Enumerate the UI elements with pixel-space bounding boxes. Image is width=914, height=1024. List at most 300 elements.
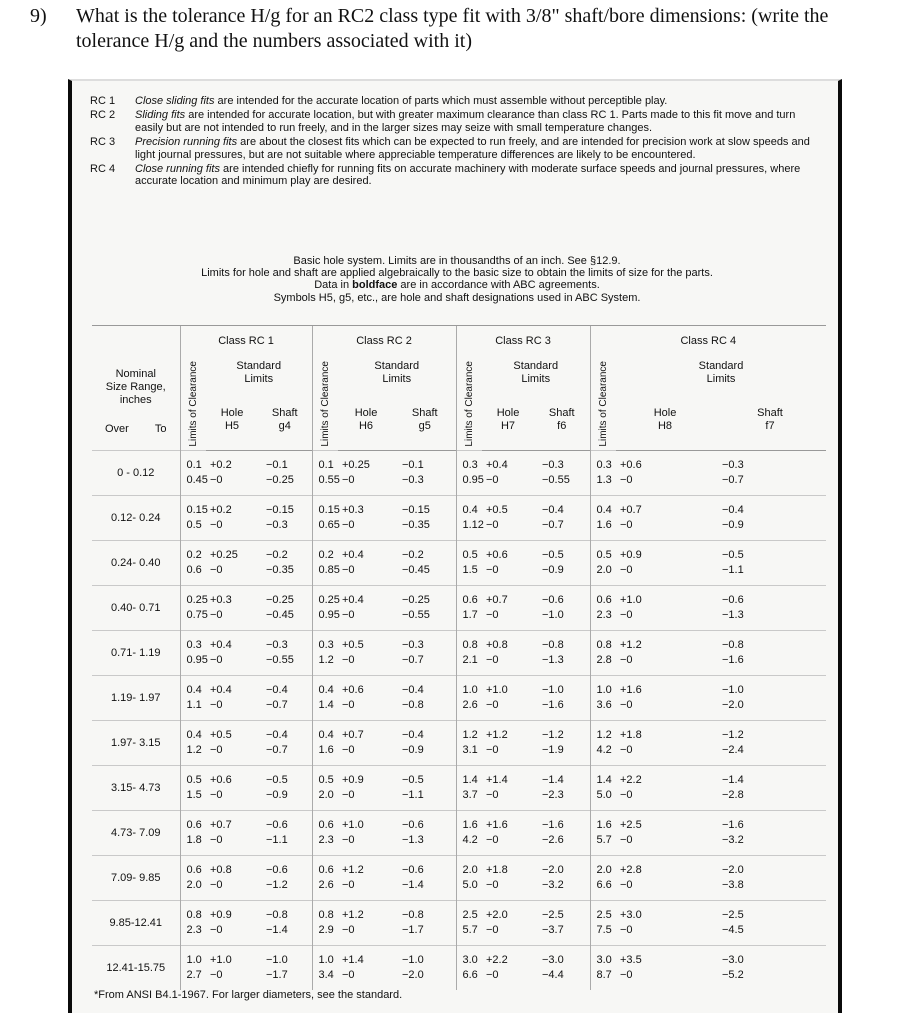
hole-limits-value: −0 [620, 699, 633, 711]
hole-limits [338, 586, 394, 631]
clearance-values-value: 0.15 [318, 504, 340, 516]
table-row [92, 766, 826, 811]
hole-limits [206, 856, 258, 901]
size-range: 4.73- 7.09 [92, 811, 180, 856]
hole-limits-value: +0.7 [210, 819, 232, 831]
hole-limits-value: +0.2 [210, 459, 232, 471]
clearance-values [456, 541, 482, 586]
clearance-values [180, 856, 206, 901]
clearance-values-value: 1.4 [462, 774, 478, 786]
shaft-limits-value: −1.4 [266, 924, 288, 936]
clearance-values-value: 2.0 [318, 789, 334, 801]
hole-limits [482, 766, 534, 811]
shaft-limits [258, 496, 312, 541]
hole-limits [338, 496, 394, 541]
clearance-values-value: 1.0 [596, 684, 612, 696]
hole-limits [482, 721, 534, 766]
shaft-limits-value: −0.1 [266, 459, 288, 471]
shaft-limits-value: −0.3 [266, 639, 288, 651]
hole-limits [338, 676, 394, 721]
note-text: are in accordance with ABC agreements. [397, 279, 600, 292]
shaft-limits [394, 676, 456, 721]
shaft-limits [534, 586, 590, 631]
shaft-limits-value: −4.5 [722, 924, 744, 936]
hole-limits-value: −0 [210, 609, 223, 621]
standard-limits-rc2: Standard Limits [374, 360, 420, 385]
clearance-values-value: 2.3 [186, 924, 202, 936]
clearance-values-value: 5.7 [462, 924, 478, 936]
hole-limits-value: +0.9 [342, 774, 364, 786]
hole-limits-value: −0 [210, 519, 223, 531]
shaft-limits [258, 811, 312, 856]
table-row [92, 676, 826, 721]
def-text: are about the closest fits which can be expected to run freely, and are intended for precision work at slow speeds and light journal pressures, but are not suitable where appreciable temperature differences are likely to be encountered. [135, 136, 810, 161]
shaft-limits-value: −0.35 [266, 564, 294, 576]
hole-limits [338, 451, 394, 496]
clearance-values-value: 0.15 [186, 504, 208, 516]
shaft-limits [394, 811, 456, 856]
shaft-limits-value: −3.2 [542, 879, 564, 891]
shaft-limits [534, 946, 590, 991]
hole-limits-value: −0 [486, 789, 499, 801]
clearance-values-value: 3.4 [318, 969, 334, 981]
class-rc1-header: Class RC 1 [180, 326, 312, 357]
note-line-1: Basic hole system. Limits are in thousandths of an inch. See §12.9. [293, 255, 621, 267]
clearance-values-value: 0.5 [596, 549, 612, 561]
shaft-limits-value: −0.25 [266, 474, 294, 486]
clearance-values-value: 2.8 [596, 654, 612, 666]
shaft-limits [714, 946, 826, 991]
clearance-values-value: 2.0 [596, 564, 612, 576]
shaft-limits-value: −1.1 [266, 834, 288, 846]
clearance-values-value: 0.3 [186, 639, 202, 651]
hole-limits-value: +2.5 [620, 819, 642, 831]
def-lead: Close sliding fits [135, 95, 215, 107]
hole-limits-value: −0 [342, 744, 355, 756]
clearance-values [590, 856, 616, 901]
clearance-values-value: 0.45 [186, 474, 208, 486]
shaft-limits-value: −1.7 [266, 969, 288, 981]
clearance-values-value: 0.6 [318, 819, 334, 831]
hole-limits-value: +1.8 [486, 864, 508, 876]
hole-header: Hole H8 [616, 403, 714, 451]
definition-rc1 [90, 95, 820, 107]
hole-limits-value: −0 [486, 969, 499, 981]
hole-limits [338, 901, 394, 946]
hole-limits-value: +0.4 [342, 549, 364, 561]
shaft-limits-value: −0.45 [266, 609, 294, 621]
hole-limits-value: −0 [486, 744, 499, 756]
hole-limits [482, 586, 534, 631]
clearance-values-value: 1.4 [318, 699, 334, 711]
shaft-limits [534, 901, 590, 946]
shaft-limits-value: −0.9 [266, 789, 288, 801]
clearance-values-value: 0.5 [318, 774, 334, 786]
shaft-limits-value: −0.7 [722, 474, 744, 486]
hole-limits [338, 946, 394, 991]
clearance-values-value: 0.8 [186, 909, 202, 921]
shaft-limits-value: −0.7 [402, 654, 424, 666]
clearance-values-value: 3.0 [462, 954, 478, 966]
hole-limits [338, 541, 394, 586]
clearance-values-value: 0.3 [318, 639, 334, 651]
question-text: What is the tolerance H/g for an RC2 class type fit with 3/8" shaft/bore dimensions: (write the tolerance H/g and the numbers associated with it) [76, 5, 829, 52]
subheader-row [92, 356, 826, 403]
hole-limits-value: −0 [620, 834, 633, 846]
clearance-values [456, 811, 482, 856]
clearance-values-value: 0.5 [462, 549, 478, 561]
standard-limits-rc1: Standard Limits [236, 360, 282, 385]
shaft-limits-value: −2.3 [542, 789, 564, 801]
table-row [92, 541, 826, 586]
clearance-values-value: 6.6 [462, 969, 478, 981]
shaft-limits [534, 856, 590, 901]
hole-limits-value: −0 [342, 564, 355, 576]
nominal-size-header [92, 356, 180, 451]
shaft-limits-value: −1.3 [722, 609, 744, 621]
shaft-limits-value: −1.0 [722, 684, 744, 696]
shaft-limits-value: −1.4 [722, 774, 744, 786]
clearance-values-value: 1.1 [186, 699, 202, 711]
clearance-values [590, 496, 616, 541]
hole-limits-value: +0.7 [486, 594, 508, 606]
clearance-values-value: 0.3 [462, 459, 478, 471]
shaft-limits-value: −0.2 [402, 549, 424, 561]
clearance-values-value: 2.6 [462, 699, 478, 711]
hole-limits-value: −0 [210, 699, 223, 711]
clearance-values-value: 0.8 [318, 909, 334, 921]
hole-limits-value: +0.5 [342, 639, 364, 651]
hole-limits [206, 946, 258, 991]
clearance-header-rc2: Limits of Clearance [312, 356, 338, 451]
hole-limits-value: +0.8 [486, 639, 508, 651]
hole-limits [616, 631, 714, 676]
clearance-values [180, 631, 206, 676]
hole-limits [616, 541, 714, 586]
def-code: RC 1 [90, 95, 116, 107]
hole-limits-value: −0 [342, 654, 355, 666]
table-row [92, 856, 826, 901]
hole-limits-value: +1.0 [620, 594, 642, 606]
clearance-values-value: 0.6 [318, 864, 334, 876]
hole-limits [616, 946, 714, 991]
table-row [92, 721, 826, 766]
shaft-limits-value: −1.2 [266, 879, 288, 891]
class-rc3-header: Class RC 3 [456, 326, 590, 357]
nominal-label: Nominal [115, 368, 156, 380]
def-code: RC 4 [90, 163, 116, 176]
clearance-values [312, 451, 338, 496]
hole-limits-value: +0.2 [210, 504, 232, 516]
shaft-limits [534, 766, 590, 811]
shaft-limits [714, 631, 826, 676]
clearance-values-value: 0.8 [462, 639, 478, 651]
shaft-limits-value: −0.7 [542, 519, 564, 531]
shaft-limits [534, 676, 590, 721]
clearance-values-value: 0.4 [318, 729, 334, 741]
clearance-values-value: 2.0 [596, 864, 612, 876]
clearance-values-value: 0.2 [318, 549, 334, 561]
shaft-limits-value: −3.0 [722, 954, 744, 966]
shaft-limits-value: −0.9 [722, 519, 744, 531]
hole-limits-value: +0.6 [620, 459, 642, 471]
hole-limits-value: +1.6 [486, 819, 508, 831]
hole-limits [482, 676, 534, 721]
shaft-limits [714, 451, 826, 496]
shaft-limits-value: −0.6 [722, 594, 744, 606]
hole-limits [338, 766, 394, 811]
table-row [92, 586, 826, 631]
shaft-limits-value: −0.7 [266, 744, 288, 756]
clearance-values-value: 7.5 [596, 924, 612, 936]
hole-limits-value: −0 [342, 609, 355, 621]
clearance-values-value: 0.25 [318, 594, 340, 606]
clearance-values-value: 0.5 [186, 774, 202, 786]
clearance-values [180, 541, 206, 586]
clearance-values-value: 1.6 [596, 819, 612, 831]
shaft-limits-value: −1.7 [402, 924, 424, 936]
size-range: 12.41-15.75 [92, 946, 180, 991]
class-rc4-header: Class RC 4 [590, 326, 826, 357]
nominal-label: Size Range, [105, 381, 166, 393]
shaft-limits-value: −0.8 [402, 699, 424, 711]
scanned-table-image [68, 79, 842, 1013]
shaft-limits-value: −1.2 [722, 729, 744, 741]
definition-rc3 [90, 136, 820, 161]
hole-limits [206, 721, 258, 766]
size-range: 7.09- 9.85 [92, 856, 180, 901]
clearance-values-value: 0.4 [186, 684, 202, 696]
shaft-header: Shaft f6 [534, 403, 590, 451]
hole-limits-value: −0 [342, 519, 355, 531]
clearance-values [312, 586, 338, 631]
table-row [92, 946, 826, 991]
clearance-values-value: 3.1 [462, 744, 478, 756]
clearance-values [590, 586, 616, 631]
shaft-limits [258, 631, 312, 676]
hole-limits [206, 451, 258, 496]
shaft-limits-value: −0.5 [402, 774, 424, 786]
clearance-values-value: 3.0 [596, 954, 612, 966]
hole-limits-value: −0 [620, 654, 633, 666]
shaft-limits [258, 766, 312, 811]
hole-limits-value: −0 [486, 834, 499, 846]
hole-limits-value: +0.4 [210, 684, 232, 696]
shaft-limits-value: −0.4 [266, 684, 288, 696]
hole-limits [206, 766, 258, 811]
table-row [92, 496, 826, 541]
hole-limits [206, 631, 258, 676]
shaft-limits-value: −0.5 [542, 549, 564, 561]
hole-limits-value: −0 [210, 789, 223, 801]
shaft-limits [258, 856, 312, 901]
shaft-limits [394, 451, 456, 496]
hole-limits-value: +0.3 [342, 504, 364, 516]
clearance-values-value: 1.6 [318, 744, 334, 756]
hole-limits-value: +1.2 [342, 909, 364, 921]
clearance-values-value: 0.3 [596, 459, 612, 471]
shaft-limits-value: −0.2 [266, 549, 288, 561]
shaft-limits [258, 451, 312, 496]
hole-limits-value: −0 [210, 474, 223, 486]
clearance-values [180, 811, 206, 856]
clearance-values [312, 676, 338, 721]
clearance-values-value: 0.6 [186, 819, 202, 831]
shaft-limits-value: −2.0 [722, 699, 744, 711]
hole-limits-value: −0 [210, 969, 223, 981]
def-lead: Precision running fits [135, 136, 238, 149]
clearance-values-value: 1.12 [462, 519, 484, 531]
clearance-values-value: 4.2 [462, 834, 478, 846]
clearance-values-value: 2.3 [318, 834, 334, 846]
hole-limits [206, 541, 258, 586]
shaft-limits-value: −0.6 [266, 819, 288, 831]
clearance-values-value: 0.4 [596, 504, 612, 516]
clearance-header-rc4: Limits of Clearance [590, 356, 616, 451]
hole-limits [616, 901, 714, 946]
hole-limits-value: −0 [620, 519, 633, 531]
hole-limits-value: +3.5 [620, 954, 642, 966]
definition-rc4 [90, 163, 820, 188]
hole-limits-value: +0.5 [486, 504, 508, 516]
shaft-limits-value: −0.3 [266, 519, 288, 531]
hole-limits-value: +0.8 [210, 864, 232, 876]
shaft-limits-value: −0.25 [266, 594, 294, 606]
clearance-values [456, 856, 482, 901]
hole-limits [338, 631, 394, 676]
clearance-values [590, 541, 616, 586]
shaft-limits-value: −2.5 [722, 909, 744, 921]
clearance-values-value: 0.4 [462, 504, 478, 516]
clearance-values [312, 766, 338, 811]
clearance-values-value: 0.6 [186, 864, 202, 876]
note-line-3 [82, 279, 832, 291]
hole-limits [338, 811, 394, 856]
clearance-values [456, 901, 482, 946]
clearance-values-value: 1.4 [596, 774, 612, 786]
hole-limits-value: +0.4 [486, 459, 508, 471]
shaft-limits [714, 721, 826, 766]
hole-limits-value: −0 [210, 834, 223, 846]
standard-limits-rc3: Standard Limits [513, 360, 559, 385]
clearance-values [180, 676, 206, 721]
shaft-limits-value: −1.6 [542, 819, 564, 831]
hole-limits [482, 541, 534, 586]
shaft-limits [714, 811, 826, 856]
clearance-values-value: 0.2 [186, 549, 202, 561]
shaft-limits-value: −0.8 [722, 639, 744, 651]
hole-limits [338, 856, 394, 901]
hole-limits-value: +2.2 [620, 774, 642, 786]
shaft-limits [258, 901, 312, 946]
question-number: 9) [30, 5, 47, 27]
clearance-values-value: 0.6 [186, 564, 202, 576]
note-bold: boldface [352, 279, 398, 292]
hole-limits-value: −0 [486, 519, 499, 531]
clearance-values [590, 901, 616, 946]
shaft-limits-value: −5.2 [722, 969, 744, 981]
shaft-limits [534, 451, 590, 496]
shaft-header: Shaft f7 [714, 403, 826, 451]
clearance-values-value: 8.7 [596, 969, 612, 981]
shaft-limits-value: −2.5 [542, 909, 564, 921]
shaft-limits-value: −1.4 [402, 879, 424, 891]
hole-limits-value: +0.4 [342, 594, 364, 606]
to-label: To [154, 423, 167, 435]
clearance-values-value: 1.2 [462, 729, 478, 741]
shaft-limits-value: −1.9 [542, 744, 564, 756]
clearance-values [312, 811, 338, 856]
table-row [92, 451, 826, 496]
hole-limits-value: +0.5 [210, 729, 232, 741]
def-text: are intended for accurate location, but with greater maximum clearance than class RC 1. Parts made to this fit move and turn easily but are not intended to run freely, and in the larger sizes may seize with small temperature changes. [135, 109, 796, 134]
definition-rc2 [90, 109, 820, 134]
shaft-limits [714, 856, 826, 901]
clearance-values [312, 631, 338, 676]
hole-limits [206, 811, 258, 856]
shaft-limits-value: −0.9 [402, 744, 424, 756]
clearance-values [180, 946, 206, 991]
table-row [92, 631, 826, 676]
shaft-limits [258, 721, 312, 766]
hole-limits [616, 496, 714, 541]
clearance-values [312, 901, 338, 946]
hole-limits-value: +1.4 [342, 954, 364, 966]
shaft-limits [714, 541, 826, 586]
hole-limits-value: +1.2 [486, 729, 508, 741]
shaft-limits [714, 496, 826, 541]
hole-limits [616, 856, 714, 901]
shaft-limits [534, 811, 590, 856]
hole-limits [482, 811, 534, 856]
shaft-limits-value: −0.4 [542, 504, 564, 516]
shaft-limits-value: −0.5 [266, 774, 288, 786]
clearance-values-value: 5.0 [596, 789, 612, 801]
note-line-4: Symbols H5, g5, etc., are hole and shaft designations used in ABC System. [273, 291, 641, 304]
clearance-values-value: 3.6 [596, 699, 612, 711]
clearance-values-value: 0.6 [596, 594, 612, 606]
hole-limits [206, 586, 258, 631]
clearance-values-value: 2.7 [186, 969, 202, 981]
hole-limits [616, 721, 714, 766]
hole-limits-value: −0 [486, 879, 499, 891]
hole-limits-value: −0 [210, 924, 223, 936]
shaft-limits-value: −0.55 [266, 654, 294, 666]
shaft-limits [394, 766, 456, 811]
hole-limits-value: +0.6 [486, 549, 508, 561]
clearance-values-value: 1.0 [462, 684, 478, 696]
hole-limits-value: −0 [342, 699, 355, 711]
hole-limits [482, 901, 534, 946]
clearance-values [590, 721, 616, 766]
hole-limits [482, 451, 534, 496]
clearance-values [312, 946, 338, 991]
clearance-values [312, 721, 338, 766]
hole-limits-value: +1.2 [620, 639, 642, 651]
shaft-limits-value: −1.1 [722, 564, 744, 576]
clearance-values-value: 0.85 [318, 564, 340, 576]
hole-limits-value: −0 [342, 969, 355, 981]
shaft-limits-value: −1.6 [722, 654, 744, 666]
hole-limits-value: −0 [486, 564, 499, 576]
clearance-values-value: 0.1 [186, 459, 202, 471]
shaft-limits-value: −0.1 [402, 459, 424, 471]
shaft-limits-value: −1.1 [402, 789, 424, 801]
shaft-limits-value: −0.9 [542, 564, 564, 576]
clearance-values [590, 811, 616, 856]
shaft-limits-value: −3.0 [542, 954, 564, 966]
clearance-values [456, 721, 482, 766]
